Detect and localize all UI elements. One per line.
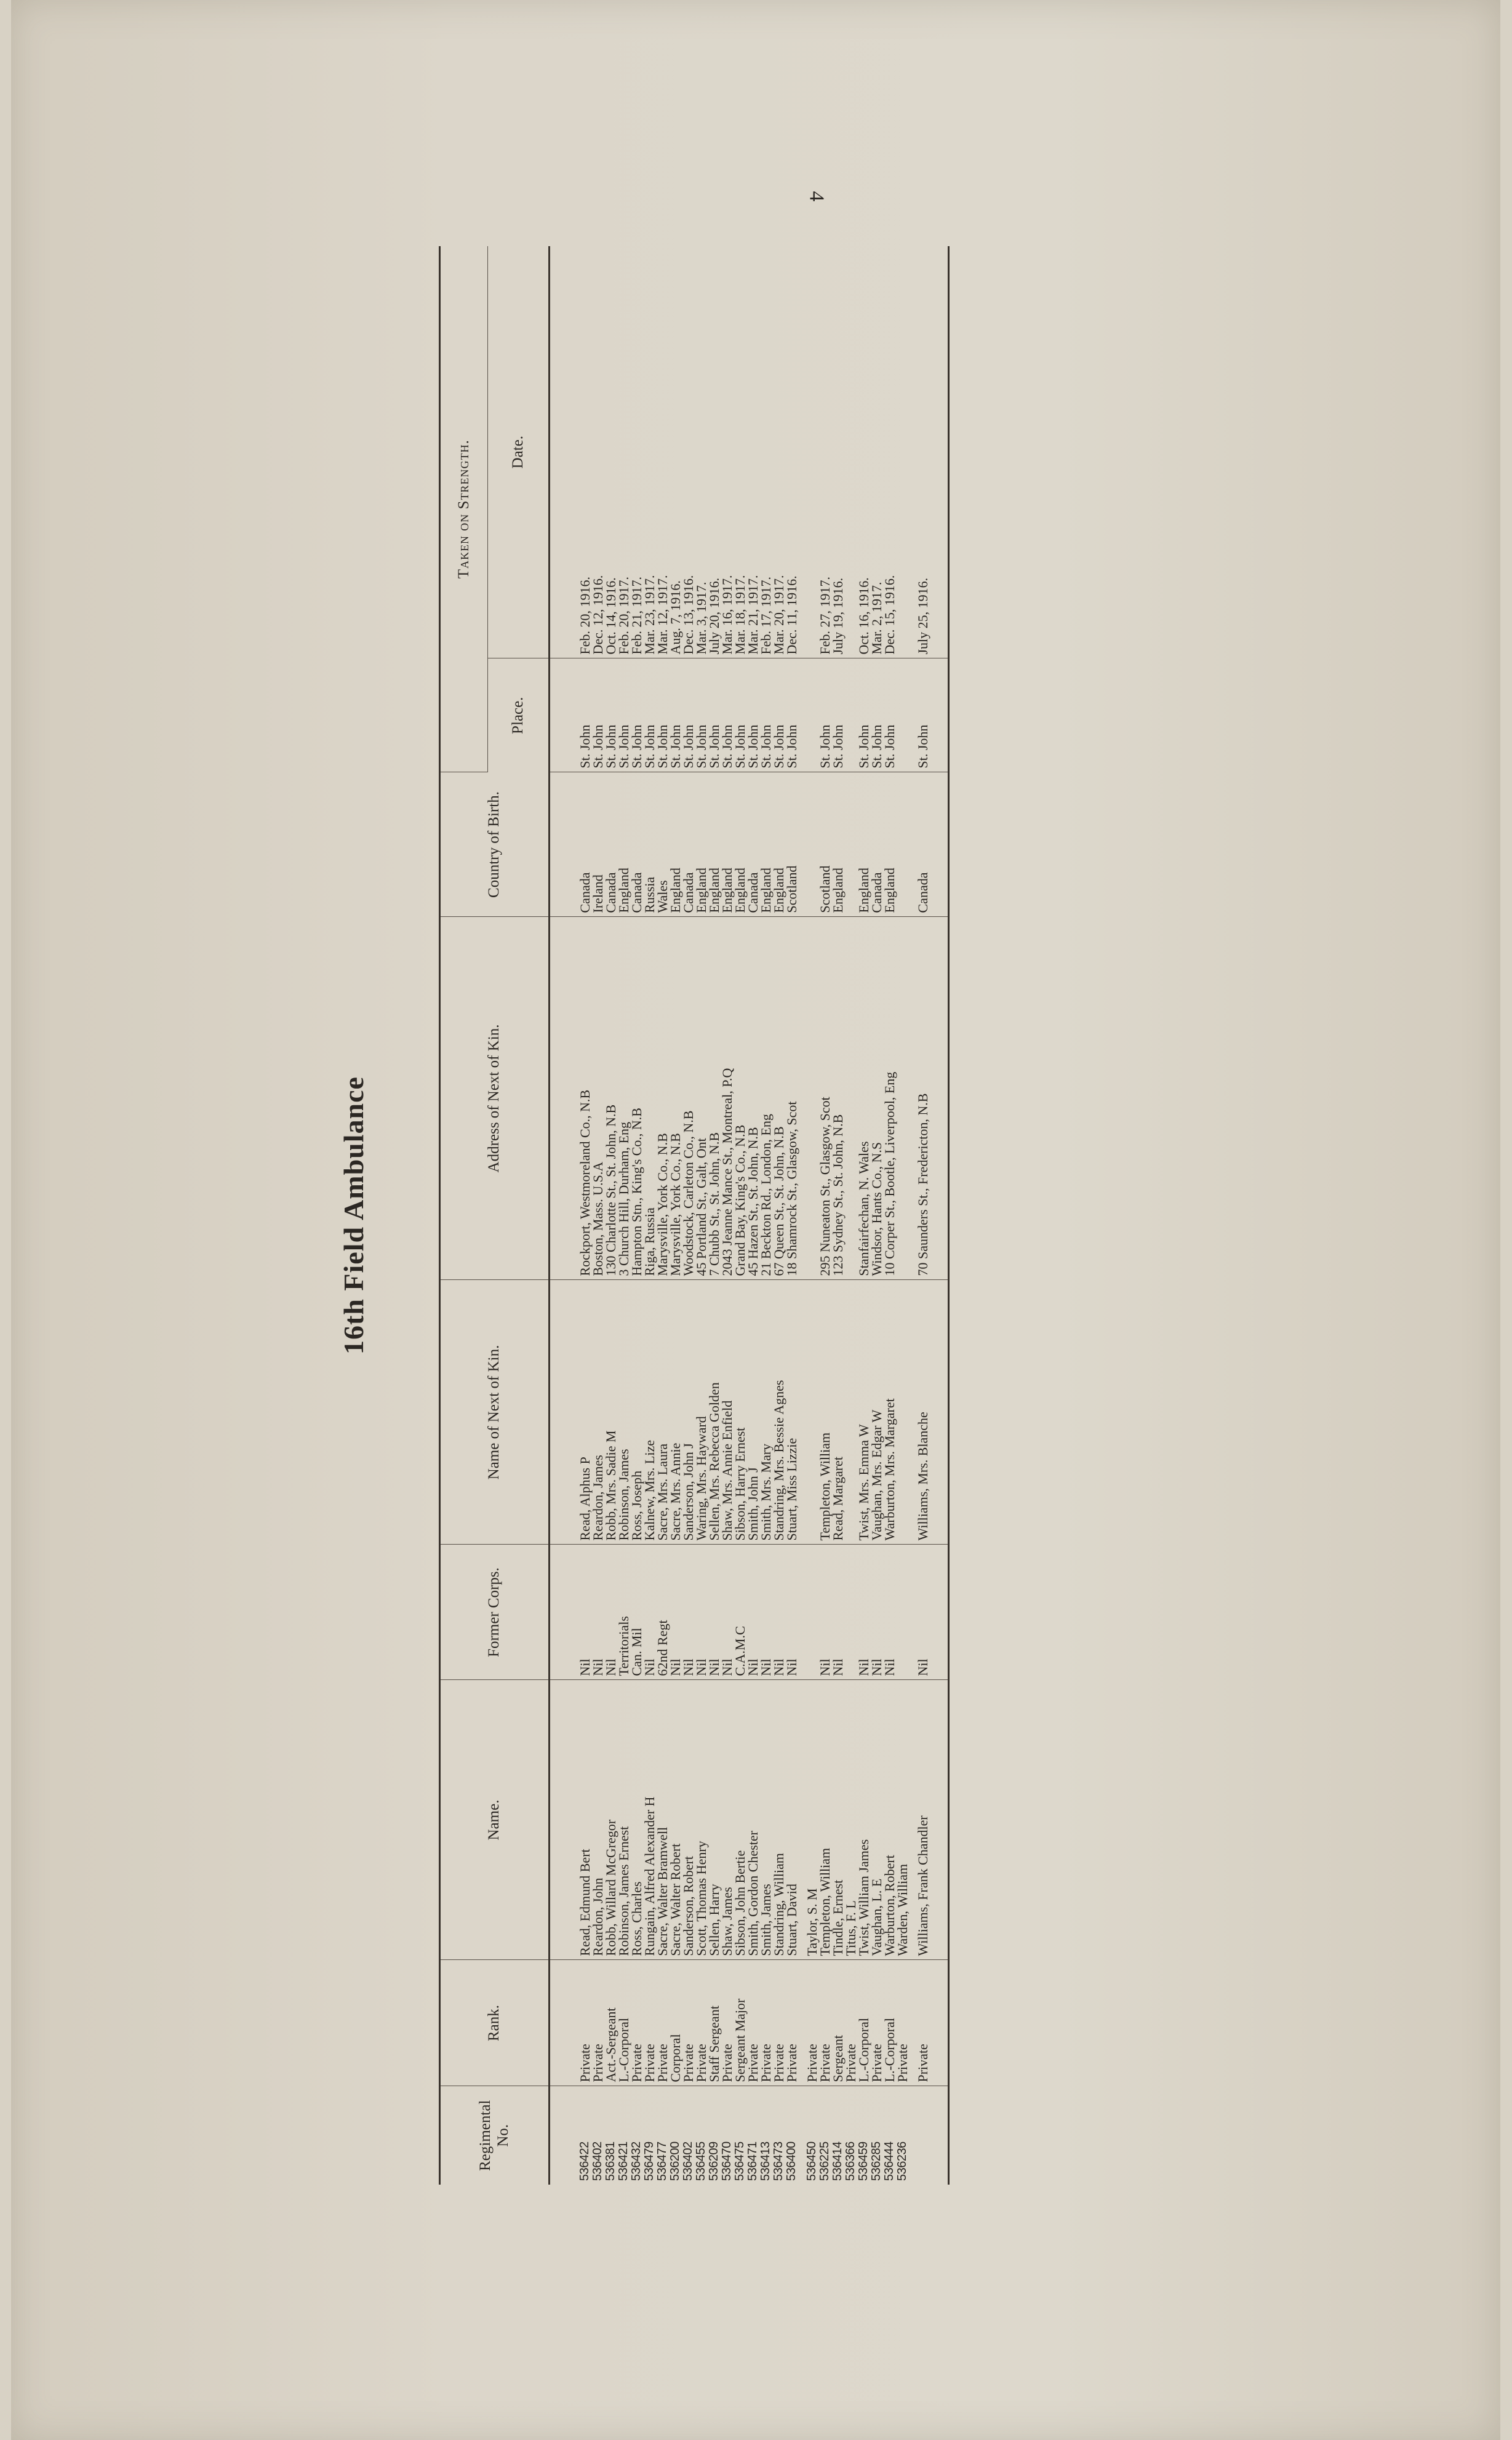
taken-on-strength-place-cell: St. John [669, 658, 682, 772]
former-corps-cell: Nil [643, 1545, 656, 1680]
name-cell: Rungain, Alfred Alexander H [643, 1680, 656, 1960]
next-of-kin-name-cell: Waring, Mrs. Hayward [695, 1280, 708, 1545]
name-cell: Ross, Charles [630, 1680, 643, 1960]
country-of-birth-cell: England [669, 772, 682, 917]
taken-on-strength-date-cell: Aug. 7, 1916. [669, 246, 682, 658]
taken-on-strength-date-cell [844, 246, 857, 658]
table-row [844, 246, 857, 2185]
regimental-no-cell: 536421 [617, 2142, 630, 2181]
table-row [604, 246, 617, 2185]
regimental-no-cell: 536414 [831, 2142, 844, 2181]
taken-on-strength-place-cell: St. John [682, 658, 695, 772]
taken-on-strength-place-cell: St. John [578, 658, 591, 772]
taken-on-strength-date-cell: July 25, 1916. [916, 246, 929, 658]
table-row [734, 246, 746, 2185]
regimental-no-cell: 536285 [870, 2142, 883, 2181]
name-cell: Sanderson, Robert [682, 1680, 695, 1960]
name-cell: Taylor, S. M [806, 1680, 818, 1960]
next-of-kin-name-cell [844, 1280, 857, 1545]
next-of-kin-address-cell: 295 Nuneaton St., Glasgow, Scot [818, 917, 831, 1280]
next-of-kin-name-cell: Smith, John J [746, 1280, 759, 1545]
country-of-birth-cell: England [772, 772, 785, 917]
regimental-no-cell: 536432 [630, 2142, 643, 2181]
table-row [578, 246, 591, 2185]
taken-on-strength-place-cell: St. John [591, 658, 604, 772]
taken-on-strength-place-cell: St. John [695, 658, 708, 772]
next-of-kin-name-cell: Read, Margaret [831, 1280, 844, 1545]
regimental-no-cell: 536366 [844, 2142, 857, 2181]
rank-cell: Private [772, 1960, 785, 2086]
name-cell: Warburton, Robert [883, 1680, 896, 1960]
former-corps-cell: Nil [591, 1545, 604, 1680]
former-corps-cell: Nil [785, 1545, 798, 1680]
former-corps-cell [844, 1545, 857, 1680]
regimental-no-cell: 536400 [785, 2142, 798, 2181]
next-of-kin-address-cell: Hampton Stn., King's Co., N.B [630, 917, 643, 1280]
regimental-no-cell: 536475 [733, 2142, 746, 2181]
table-row [708, 246, 721, 2185]
next-of-kin-name-cell: Stuart, Miss Lizzie [785, 1280, 798, 1545]
taken-on-strength-date-cell: Feb. 20, 1916. [578, 246, 591, 658]
taken-on-strength-date-cell: Dec. 12, 1916. [591, 246, 604, 658]
country-of-birth-cell [844, 772, 857, 917]
taken-on-strength-place-cell: St. John [656, 658, 669, 772]
table-row [630, 246, 643, 2185]
document-title: 16th Field Ambulance [338, 1076, 369, 1354]
table-row [656, 246, 669, 2185]
next-of-kin-address-cell: 45 Portland St., Galt, Ont [695, 917, 708, 1280]
former-corps-cell: C.A.M.C [734, 1545, 746, 1680]
rank-cell: Staff Sergeant [708, 1960, 721, 2086]
taken-on-strength-date-cell: Mar. 3, 1917. [695, 246, 708, 658]
rank-cell: Private [591, 1960, 604, 2086]
taken-on-strength-date-cell: Mar. 12, 1917. [656, 246, 669, 658]
table-body [550, 246, 949, 2185]
next-of-kin-address-cell: 7 Chubb St., St. John, N.B [708, 917, 721, 1280]
former-corps-cell: Nil [883, 1545, 896, 1680]
next-of-kin-name-cell [806, 1280, 818, 1545]
table-top-spacer [550, 246, 579, 2185]
name-cell: Sibson, John Bertie [734, 1680, 746, 1960]
regimental-no-cell: 536450 [805, 2142, 818, 2181]
rank-cell: Private [806, 1960, 818, 2086]
taken-on-strength-date-cell: Mar. 21, 1917. [746, 246, 759, 658]
next-of-kin-name-cell: Sacre, Mrs. Annie [669, 1280, 682, 1545]
taken-on-strength-place-cell: St. John [857, 658, 870, 772]
country-of-birth-cell: England [734, 772, 746, 917]
name-cell: Vaughan, L. E [870, 1680, 883, 1960]
taken-on-strength-place-cell: St. John [870, 658, 883, 772]
next-of-kin-address-cell [844, 917, 857, 1280]
country-of-birth-cell: England [883, 772, 896, 917]
next-of-kin-name-cell: Standring, Mrs. Bessie Agnes [772, 1280, 785, 1545]
taken-on-strength-place-cell: St. John [708, 658, 721, 772]
name-cell: Sellen, Harry [708, 1680, 721, 1960]
regimental-no-cell: 536402 [591, 2142, 604, 2181]
next-of-kin-address-cell: 45 Hazen St., St. John, N.B [746, 917, 759, 1280]
table-row [695, 246, 708, 2185]
former-corps-cell: Nil [916, 1545, 929, 1680]
regimental-no-cell: 536479 [642, 2142, 656, 2181]
next-of-kin-address-cell: 21 Beckton Rd., London, Eng [759, 917, 772, 1280]
country-of-birth-cell: Canada [630, 772, 643, 917]
regimental-no-cell: 536477 [655, 2142, 669, 2181]
taken-on-strength-date-cell: July 19, 1916. [831, 246, 844, 658]
regimental-no-cell: 536473 [772, 2142, 785, 2181]
rank-cell: L.-Corporal [617, 1960, 630, 2086]
country-of-birth-cell: Scotland [818, 772, 831, 917]
taken-on-strength-date-cell [806, 246, 818, 658]
next-of-kin-name-cell: Templeton, William [818, 1280, 831, 1545]
country-of-birth-cell: Canada [870, 772, 883, 917]
name-cell: Warden, William [896, 1680, 909, 1960]
rank-cell: Private [746, 1960, 759, 2086]
next-of-kin-name-cell: Smith, Mrs. Mary [759, 1280, 772, 1545]
taken-on-strength-place-cell: St. John [604, 658, 617, 772]
table-row [831, 246, 844, 2185]
country-of-birth-cell: Canada [682, 772, 695, 917]
document-page [11, 0, 1500, 2440]
name-cell: Robinson, James Ernest [617, 1680, 630, 1960]
table-row [896, 246, 909, 2185]
next-of-kin-address-cell: 67 Queen St., St. John, N.B [772, 917, 785, 1280]
rank-cell: Private [643, 1960, 656, 2086]
name-cell: Tindle, Ernest [831, 1680, 844, 1960]
taken-on-strength-place-cell: St. John [617, 658, 630, 772]
next-of-kin-address-cell [806, 917, 818, 1280]
country-of-birth-cell: Canada [578, 772, 591, 917]
former-corps-cell: Nil [759, 1545, 772, 1680]
name-cell: Reardon, John [591, 1680, 604, 1960]
rank-cell: Corporal [669, 1960, 682, 2086]
regimental-no-cell: 536413 [759, 2142, 772, 2181]
header-place: Place. [488, 658, 550, 772]
regimental-no-cell: 536381 [604, 2142, 617, 2181]
taken-on-strength-place-cell [806, 658, 818, 772]
header-rank: Rank. [440, 1960, 550, 2086]
next-of-kin-address-cell: Riga, Russia [643, 917, 656, 1280]
taken-on-strength-date-cell: Feb. 27, 1917. [818, 246, 831, 658]
taken-on-strength-place-cell: St. John [916, 658, 929, 772]
country-of-birth-cell: Canada [746, 772, 759, 917]
next-of-kin-name-cell: Robb, Mrs. Sadie M [604, 1280, 617, 1545]
header-address-of-next-of-kin: Address of Next of Kin. [440, 917, 550, 1280]
name-cell: Templeton, William [818, 1680, 831, 1960]
taken-on-strength-date-cell: Dec. 15, 1916. [883, 246, 896, 658]
rank-cell: Private [578, 1960, 591, 2086]
table-row [746, 246, 759, 2185]
rank-cell: Private [896, 1960, 909, 2086]
taken-on-strength-date-cell: Feb. 17, 1917. [759, 246, 772, 658]
table-row [857, 246, 870, 2185]
rank-cell: Sergeant [831, 1960, 844, 2086]
next-of-kin-name-cell: Sacre, Mrs. Laura [656, 1280, 669, 1545]
taken-on-strength-date-cell: Mar. 23, 1917. [643, 246, 656, 658]
table-row [806, 246, 818, 2185]
former-corps-cell [896, 1545, 909, 1680]
table-row [617, 246, 630, 2185]
next-of-kin-address-cell: 70 Saunders St., Fredericton, N.B [916, 917, 929, 1280]
regimental-no-cell: 536200 [668, 2142, 682, 2181]
country-of-birth-cell: Canada [916, 772, 929, 917]
rank-cell: Private [759, 1960, 772, 2086]
name-cell: Sacre, Walter Robert [669, 1680, 682, 1960]
taken-on-strength-date-cell: July 20, 1916. [708, 246, 721, 658]
table-row [682, 246, 695, 2185]
former-corps-cell: 62nd Regt [656, 1545, 669, 1680]
table-row [916, 246, 929, 2185]
next-of-kin-address-cell: 2043 Jeanne Mance St., Montreal, P.Q [721, 917, 734, 1280]
taken-on-strength-date-cell: Mar. 2, 1917. [870, 246, 883, 658]
header-name-of-next-of-kin: Name of Next of Kin. [440, 1280, 550, 1545]
country-of-birth-cell: Canada [604, 772, 617, 917]
next-of-kin-address-cell: 123 Sydney St., St. John, N.B [831, 917, 844, 1280]
rank-cell: Private [656, 1960, 669, 2086]
taken-on-strength-date-cell: Feb. 21, 1917. [630, 246, 643, 658]
taken-on-strength-date-cell: Mar. 20, 1917. [772, 246, 785, 658]
rank-cell: L.-Corporal [857, 1960, 870, 2086]
former-corps-cell: Nil [682, 1545, 695, 1680]
next-of-kin-address-cell: Woodstock, Carleton Co., N.B [682, 917, 695, 1280]
taken-on-strength-place-cell [844, 658, 857, 772]
header-date: Date. [488, 246, 550, 658]
country-of-birth-cell: England [857, 772, 870, 917]
next-of-kin-address-cell: 18 Shamrock St., Glasgow, Scot [785, 917, 798, 1280]
name-cell: Stuart, David [785, 1680, 798, 1960]
taken-on-strength-place-cell: St. John [818, 658, 831, 772]
next-of-kin-address-cell: Windsor, Hants Co., N.S [870, 917, 883, 1280]
regimental-no-cell: 536422 [578, 2142, 591, 2181]
table-row [669, 246, 682, 2185]
taken-on-strength-date-cell: Mar. 18, 1917. [734, 246, 746, 658]
former-corps-cell: Nil [604, 1545, 617, 1680]
header-country-of-birth: Country of Birth. [440, 772, 550, 917]
regimental-no-cell: 536470 [720, 2142, 734, 2181]
regimental-no-cell: 536209 [707, 2142, 721, 2181]
next-of-kin-address-cell: 130 Charlotte St., St. John, N.B [604, 917, 617, 1280]
country-of-birth-cell: England [708, 772, 721, 917]
taken-on-strength-place-cell: St. John [734, 658, 746, 772]
nominal-roll-table [439, 246, 950, 2185]
next-of-kin-name-cell: Twist, Mrs. Emma W [857, 1280, 870, 1545]
header-regimental-no: Regimental No. [440, 2086, 550, 2185]
country-of-birth-cell: Wales [656, 772, 669, 917]
taken-on-strength-place-cell: St. John [759, 658, 772, 772]
country-of-birth-cell [896, 772, 909, 917]
name-cell: Titus, F. L [844, 1680, 857, 1960]
table-row [759, 246, 772, 2185]
regimental-no-cell: 536455 [694, 2142, 708, 2181]
next-of-kin-name-cell: Sellen, Mrs. Rebecca Golden [708, 1280, 721, 1545]
next-of-kin-name-cell: Warburton, Mrs. Margaret [883, 1280, 896, 1545]
rank-cell: Private [870, 1960, 883, 2086]
rank-cell: Private [844, 1960, 857, 2086]
next-of-kin-name-cell: Vaughan, Mrs. Edgar W [870, 1280, 883, 1545]
former-corps-cell: Territorials [617, 1545, 630, 1680]
rank-cell: Private [818, 1960, 831, 2086]
next-of-kin-address-cell [896, 917, 909, 1280]
header-name: Name. [440, 1680, 550, 1960]
table-row [870, 246, 883, 2185]
name-cell: Read, Edmund Bert [578, 1680, 591, 1960]
next-of-kin-name-cell: Williams, Mrs. Blanche [916, 1280, 929, 1545]
rank-cell: Private [916, 1960, 929, 2086]
former-corps-cell: Nil [721, 1545, 734, 1680]
former-corps-cell [806, 1545, 818, 1680]
former-corps-cell: Nil [870, 1545, 883, 1680]
former-corps-cell: Nil [578, 1545, 591, 1680]
table-row [785, 246, 798, 2185]
regimental-no-cell: 536402 [681, 2142, 695, 2181]
rank-cell: Private [721, 1960, 734, 2086]
name-cell: Shaw, James [721, 1680, 734, 1960]
country-of-birth-cell: England [831, 772, 844, 917]
next-of-kin-address-cell: 3 Church Hill, Durham, Eng [617, 917, 630, 1280]
rank-cell: Private [630, 1960, 643, 2086]
table-bottom-spacer [929, 246, 949, 2185]
country-of-birth-cell: Scotland [785, 772, 798, 917]
next-of-kin-name-cell: Sanderson, John J [682, 1280, 695, 1545]
table-row [883, 246, 896, 2185]
taken-on-strength-date-cell [896, 246, 909, 658]
rank-cell: L.-Corporal [883, 1960, 896, 2086]
country-of-birth-cell [806, 772, 818, 917]
name-cell: Smith, James [759, 1680, 772, 1960]
name-cell: Twist, William James [857, 1680, 870, 1960]
former-corps-cell: Nil [669, 1545, 682, 1680]
taken-on-strength-place-cell: St. John [630, 658, 643, 772]
former-corps-cell: Can. Mil [630, 1545, 643, 1680]
next-of-kin-name-cell: Shaw, Mrs. Annie Enfield [721, 1280, 734, 1545]
taken-on-strength-date-cell: Oct. 14, 1916. [604, 246, 617, 658]
regimental-no-cell: 536225 [818, 2142, 831, 2181]
country-of-birth-cell: England [759, 772, 772, 917]
table-row [643, 246, 656, 2185]
rotated-content [337, 246, 953, 2185]
rank-cell: Private [695, 1960, 708, 2086]
regimental-no-cell: 536459 [857, 2142, 870, 2181]
taken-on-strength-place-cell: St. John [721, 658, 734, 772]
rank-cell: Private [785, 1960, 798, 2086]
country-of-birth-cell: Ireland [591, 772, 604, 917]
next-of-kin-name-cell: Sibson, Harry Ernest [734, 1280, 746, 1545]
regimental-no-cell: 536471 [746, 2142, 759, 2181]
taken-on-strength-place-cell: St. John [772, 658, 785, 772]
former-corps-cell: Nil [831, 1545, 844, 1680]
country-of-birth-cell: England [695, 772, 708, 917]
regimental-no-cell [916, 2086, 929, 2185]
table-row [772, 246, 785, 2185]
rank-cell: Sergeant Major [734, 1960, 746, 2086]
next-of-kin-name-cell [896, 1280, 909, 1545]
name-cell: Smith, Gordon Chester [746, 1680, 759, 1960]
next-of-kin-name-cell: Read, Alphus P [578, 1280, 591, 1545]
next-of-kin-address-cell: Stanfairfechan, N. Wales [857, 917, 870, 1280]
regimental-no-cell: 536236 [895, 2142, 909, 2181]
taken-on-strength-date-cell: Dec. 13, 1916. [682, 246, 695, 658]
next-of-kin-address-cell: 10 Corper St., Bootle, Liverpool, Eng [883, 917, 896, 1280]
next-of-kin-address-cell: Marysville, York Co., N.B [656, 917, 669, 1280]
country-of-birth-cell: England [721, 772, 734, 917]
next-of-kin-address-cell: Boston, Mass. U.S.A [591, 917, 604, 1280]
name-cell: Williams, Frank Chandler [916, 1680, 929, 1960]
former-corps-cell: Nil [772, 1545, 785, 1680]
table-row [591, 246, 604, 2185]
next-of-kin-address-cell: Rockport, Westmoreland Co., N.B [578, 917, 591, 1280]
country-of-birth-cell: England [617, 772, 630, 917]
next-of-kin-address-cell: Marysville, York Co., N.B [669, 917, 682, 1280]
taken-on-strength-place-cell: St. John [831, 658, 844, 772]
taken-on-strength-date-cell: Mar. 16, 1917. [721, 246, 734, 658]
taken-on-strength-place-cell: St. John [883, 658, 896, 772]
next-of-kin-name-cell: Reardon, James [591, 1280, 604, 1545]
taken-on-strength-date-cell: Oct. 16, 1916. [857, 246, 870, 658]
name-cell: Standring, William [772, 1680, 785, 1960]
next-of-kin-name-cell: Kalnew, Mrs. Lize [643, 1280, 656, 1545]
rank-cell: Private [682, 1960, 695, 2086]
regimental-no-cell: 536444 [882, 2142, 896, 2181]
country-of-birth-cell: Russia [643, 772, 656, 917]
taken-on-strength-place-cell: St. John [643, 658, 656, 772]
table-row [721, 246, 734, 2185]
name-cell: Robb, Willard McGregor [604, 1680, 617, 1960]
next-of-kin-name-cell: Robinson, James [617, 1280, 630, 1545]
taken-on-strength-date-cell: Feb. 20, 1917. [617, 246, 630, 658]
next-of-kin-address-cell: Grand Bay, King's Co., N.B [734, 917, 746, 1280]
former-corps-cell: Nil [695, 1545, 708, 1680]
former-corps-cell: Nil [857, 1545, 870, 1680]
header-former-corps: Former Corps. [440, 1545, 550, 1680]
taken-on-strength-place-cell [896, 658, 909, 772]
page-number: 4 [805, 191, 828, 202]
taken-on-strength-place-cell: St. John [746, 658, 759, 772]
taken-on-strength-place-cell: St. John [785, 658, 798, 772]
former-corps-cell: Nil [708, 1545, 721, 1680]
name-cell: Sacre, Walter Bramwell [656, 1680, 669, 1960]
header-taken-on-strength: Taken on Strength. [440, 246, 488, 772]
rank-cell: Act.-Sergeant [604, 1960, 617, 2086]
table-row [818, 246, 831, 2185]
former-corps-cell: Nil [818, 1545, 831, 1680]
former-corps-cell: Nil [746, 1545, 759, 1680]
taken-on-strength-date-cell: Dec. 11, 1916. [785, 246, 798, 658]
name-cell: Scott, Thomas Henry [695, 1680, 708, 1960]
next-of-kin-name-cell: Ross, Joseph [630, 1280, 643, 1545]
